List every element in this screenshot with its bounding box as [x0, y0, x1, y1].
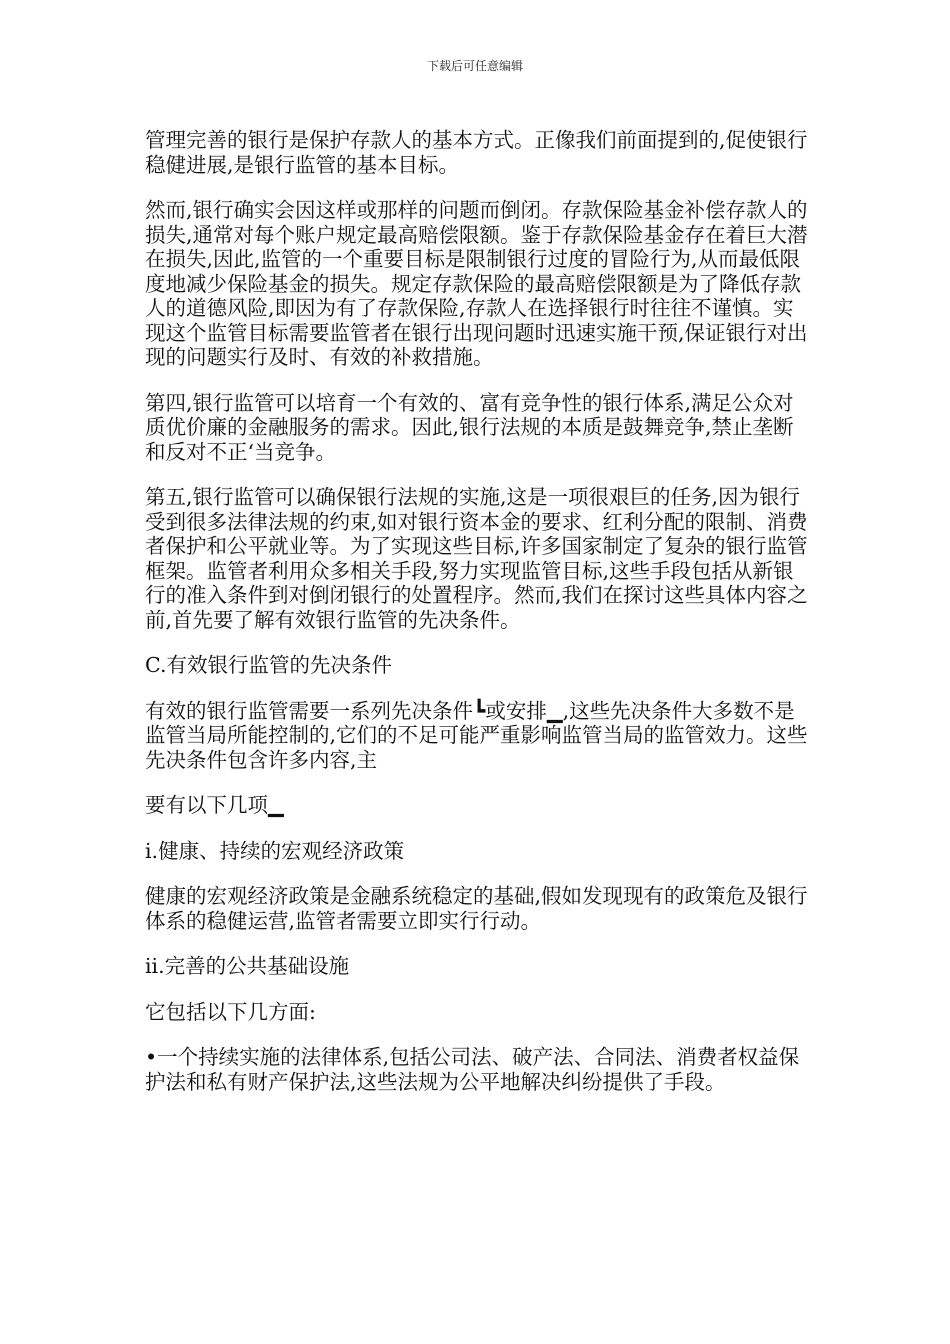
subheading-infrastructure: ii.完善的公共基础设施: [145, 954, 350, 978]
paragraph-fourth: 第四,银行监管可以培育一个有效的、富有竞争性的银行体系,满足公众对质优价廉的金融服务的需求。因此,银行法规的本质是鼓舞竞争,禁止垄断和反对不正‘当竞争。: [145, 390, 794, 464]
page-header: 下载后可任意编辑: [426, 59, 523, 73]
subheading-macro-policy: i.健康、持续的宏观经济政策: [145, 838, 405, 863]
paragraph-infrastructure-intro: 它包括以下几方面:: [145, 999, 316, 1024]
paragraph-intro: 管理完善的银行是保护存款人的基本方式。正像我们前面提到的,促使银行稳健进展,是银行监管的基本目标。: [145, 128, 808, 177]
paragraph-prerequisites: 有效的银行监管需要一系列先决条件┗或安排▁,这些先决条件大多数不是监管当局所能控制的,它们的不足可能严重影响监管当局的监管效力。这些先决条件包含许多内容,主: [145, 698, 808, 772]
paragraph-items-intro: 要有以下几项▁: [145, 793, 284, 817]
bullet-legal-system: •一个持续实施的法律体系,包括公司法、破产法、合同法、消费者权益保护法和私有财产保护法,这些法规为公平地解决纠纷提供了手段。: [145, 1045, 800, 1094]
paragraph-deposit-insurance: 然而,银行确实会因这样或那样的问题而倒闭。存款保险基金补偿存款人的损失,通常对每个账户规定最高赔偿限额。鉴于存款保险基金存在着巨大潜在损失,因此,监管的一个重要目标是限制银行过度的冒险行为,从而最低限度地减少保险基金的损失。规定存款保险的最高赔偿限额是为了降低存款人的道德风险,即因为有了存款保险,存款人在选择银行时往往不谨慎。实现这个监管目标需要监管者在银行出现问题时迅速实施干预,保证银行对出现的问题实行及时、有效的补救措施。: [145, 198, 808, 369]
paragraph-macro-policy: 健康的宏观经济政策是金融系统稳定的基础,假如发现现有的政策危及银行体系的稳健运营,监管者需要立即实行行动。: [145, 884, 808, 933]
section-heading-prerequisites: C.有效银行监管的先决条件: [145, 653, 392, 677]
document-body: [145, 128, 810, 1115]
paragraph-fifth: 第五,银行监管可以确保银行法规的实施,这是一项很艰巨的任务,因为银行受到很多法律法规的约束,如对银行资本金的要求、红利分配的限制、消费者保护和公平就业等。为了实现这些目标,许多国家制定了复杂的银行监管框架。监管者利用众多相关手段,努力实现监管目标,这些手段包括从新银行的准入条件到对倒闭银行的处置程序。然而,我们在探讨这些具体内容之前,首先要了解有效银行监管的先决条件。: [145, 485, 808, 632]
